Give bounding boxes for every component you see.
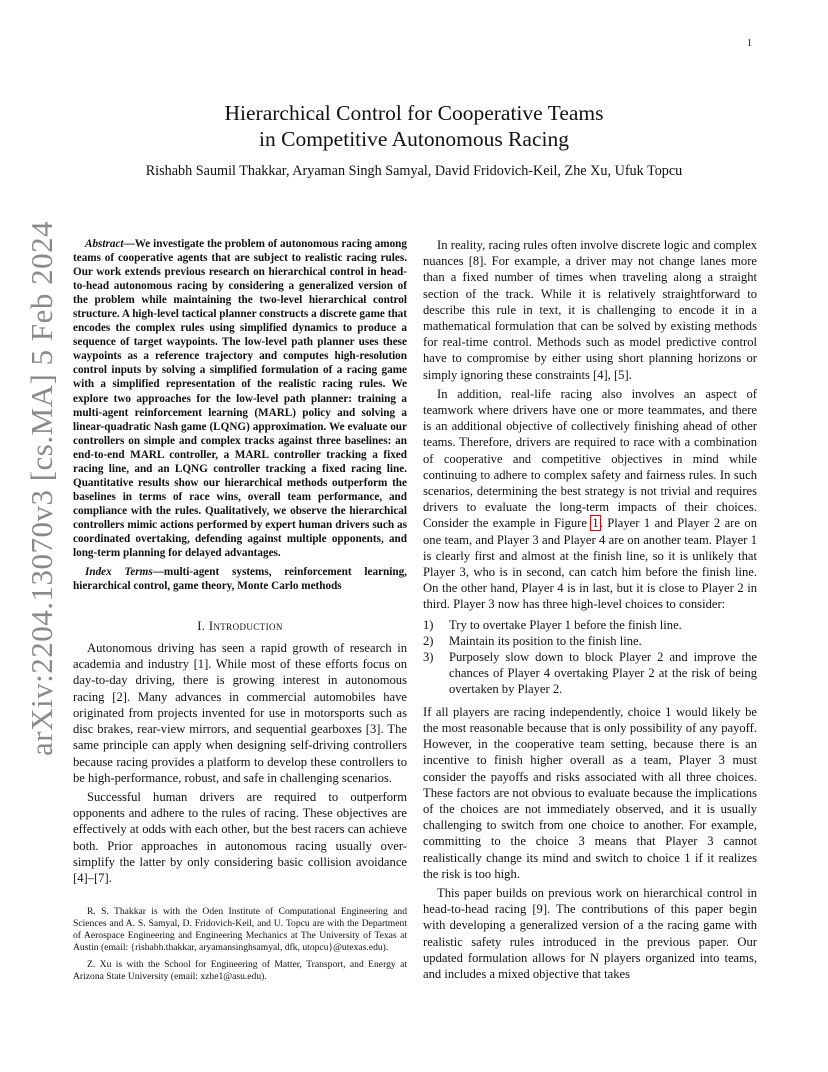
figure-reference-link[interactable]: 1	[592, 516, 599, 531]
left-column	[73, 237, 407, 983]
arxiv-identifier: arXiv:2204.13070v3 [cs.MA] 5 Feb 2024	[24, 220, 59, 756]
abstract-label: Abstract	[85, 238, 124, 250]
abstract-text: —We investigate the problem of autonomous racing among teams of cooperative agents that are subject to realistic racing rules. Our work extends previous research on hierarchical control in head-to-head autonomous racing by considering a generalized version of the problem while maintaining the two-level hierarchical control structure. A high-level tactical planner constructs a discrete game that encodes the complex rules using simplified dynamics to produce a sequence of target waypoints. The low-level path planner uses these waypoints as a reference trajectory and computes high-resolution control inputs by solving a simplified formulation of a racing game with a simplified representation of the realistic racing rules. We explore two approaches for the low-level path planner: training a multi-agent reinforcement learning (MARL) policy and solving a linear-quadratic Nash game (LQNG) approximation. We evaluate our controllers on simple and complex tracks against three baselines: an end-to-end MARL controller, a MARL controller tracking a fixed racing line, and an LQNG controller tracking a fixed racing line. Quantitative results show our hierarchical methods outperform the baselines in terms of race wins, overall team performance, and compliance with the rules. Qualitatively, we observe the hierarchical controllers mimic actions performed by expert human drivers such as coordinated overtaking, defending against multiple opponents, and long-term planning for delayed advantages.	[73, 238, 407, 560]
choice-text: Purposely slow down to block Player 2 and improve the chances of Player 4 overtaking Player 2 at the risk of being overtaken by Player 2.	[449, 650, 757, 697]
body-paragraph-cooperative-setting: If all players are racing independently, choice 1 would likely be the most reasonable because that is only possibility of any payoff. However, in the cooperative team setting, because there is an incentive to finish higher overall as a team, Player 3 must consider the payoffs and risks associated with all three choices. These factors are not obvious to evaluate because the implications of the choices are not immediately observed, and it is usually challenging to switch from one choice to another. For example, committing to the choice 3 means that Player 3 cannot realistically change its mind and switch to choice 1 if it realizes the risk is too high.	[423, 704, 757, 881]
choice-text: Maintain its position to the finish line.	[449, 633, 642, 648]
page-number: 1	[747, 38, 752, 49]
right-column	[423, 237, 757, 985]
index-terms-text: —multi-agent systems, reinforcement learning, hierarchical control, game theory, Monte Carlo methods	[73, 566, 407, 593]
choices-list	[423, 617, 757, 698]
choice-item	[423, 617, 757, 633]
choice-number: 3)	[423, 650, 434, 665]
choice-text: Try to overtake Player 1 before the finish line.	[449, 617, 682, 632]
index-terms-label: Index Terms	[85, 566, 153, 579]
paper-title	[0, 100, 828, 152]
abstract	[73, 237, 407, 560]
intro-paragraph-1: Autonomous driving has seen a rapid growth of research in academia and industry [1]. While most of these efforts focus on day-to-day driving, there is growing interest in autonomous racing [2]. Many advances in commercial automobiles have originated from projects invented for use in motorsports such as disc brakes, rear-view mirrors, and sequential gearboxes [3]. The same principle can apply when designing self-driving controllers because racing provides a platform to develop these controllers to be high-performance, robust, and safe in challenging scenarios.	[73, 641, 407, 785]
choice-item	[423, 649, 757, 698]
body-paragraph-contributions: This paper builds on previous work on hierarchical control in head-to-head racing [9]. The contributions of this paper begin with developing a generalized version of a the racing game with realistic safety rules introduced in the previous paper. Our updated formulation allows for N players organized into teams, and includes a mixed objective that takes	[423, 885, 757, 981]
footnote-affiliation-2: Z. Xu is with the School for Engineering of Matter, Transport, and Energy at Arizona State University (email: xzhe1@asu.edu).	[73, 959, 407, 983]
choice-number: 2)	[423, 633, 434, 648]
footnote-affiliation-1: R. S. Thakkar is with the Oden Institute of Computational Engineering and Sciences and A. S. Samyal, D. Fridovich-Keil, and U. Topcu are with the Department of Aerospace Engineering and Engineering Mechanics at The University of Texas at Austin (email: {rishabh.thakkar, aryamansinghsamyal, dfk, utopcu}@utexas.edu).	[73, 906, 407, 954]
section-heading-introduction: I. Introduction	[197, 619, 283, 634]
choice-number: 1)	[423, 617, 434, 632]
body-paragraph-teamwork	[423, 386, 757, 613]
author-list: Rishabh Saumil Thakkar, Aryaman Singh Samyal, David Fridovich-Keil, Zhe Xu, Ufuk Topcu	[145, 163, 683, 179]
title-line-1: Hierarchical Control for Cooperative Teams	[224, 101, 604, 125]
footnotes	[73, 906, 407, 983]
choice-item	[423, 633, 757, 649]
title-line-2: in Competitive Autonomous Racing	[259, 127, 569, 151]
teamwork-text-before: In addition, real-life racing also involves an aspect of teamwork where drivers have one or more teammates, and there is an additional objective of collectively finishing ahead of other teams. Therefore, drivers are required to race with a combination of cooperative and competitive objectives in mind while continuing to adhere to complex safety and fairness rules. In such scenarios, determining the best strategy is not trivial and requires drivers to evaluate the long-term impacts of their choices. Consider the example in Figure	[423, 386, 757, 531]
body-paragraph-racing-rules: In reality, racing rules often involve discrete logic and complex nuances [8]. For example, a driver may not change lanes more than a fixed number of times when traveling along a straight section of the track. While it is relatively straightforward to describe this rule in text, it is challenging to encode it in a mathematical formulation that can be solved by existing methods for real-time control. Methods such as model predictive control have to compromise by either using short planning horizons or simply ignoring these constraints [4], [5].	[423, 238, 757, 382]
index-terms	[73, 565, 407, 593]
intro-paragraph-2: Successful human drivers are required to outperform opponents and adhere to the rules of racing. These objectives are effectively at odds with each other, but the best racers can achieve both. Prior approaches in autonomous racing usually over-simplify the latter by only considering basic collision avoidance [4]–[7].	[73, 789, 407, 885]
teamwork-text-after: . Player 1 and Player 2 are on one team, and Player 3 and Player 4 are on another team. Player 1 is clearly first and almost at the finish line, so it is unlikely that Player 3, who is in second, can catch him before the finish line. On the other hand, Player 4 is in last, but it is close to Player 2 in third. Player 3 now has three high-level choices to consider:	[423, 516, 757, 612]
